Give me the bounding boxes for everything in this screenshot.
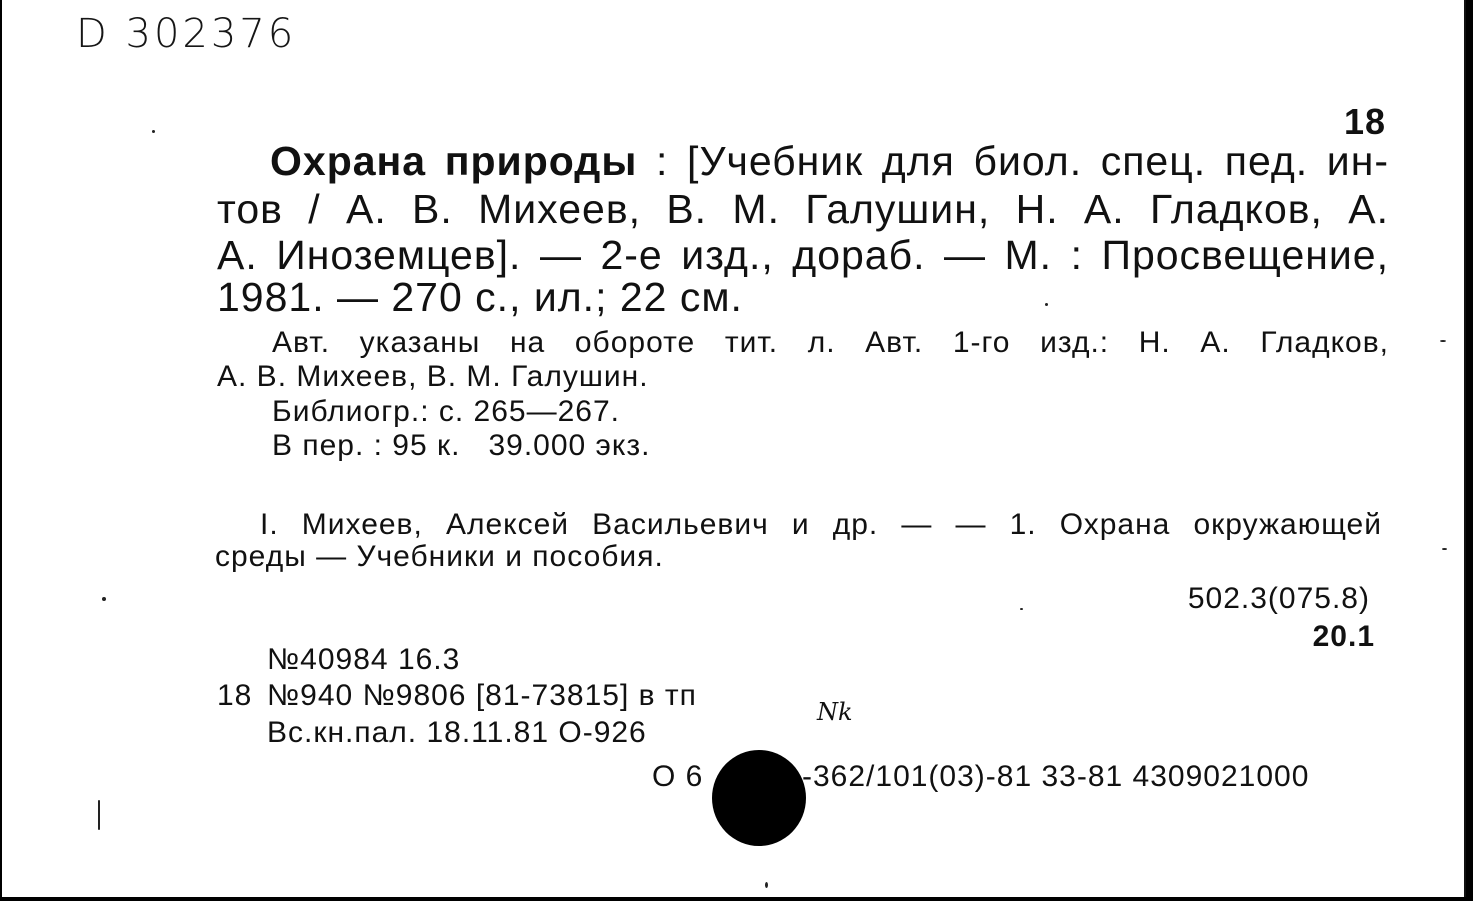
description-line-2: тов / А. В. Михеев, В. М. Галушин, Н. А. Гладков, А. (217, 186, 1389, 232)
classification-index: 502.3(075.8) (1187, 582, 1370, 615)
title-line: Охрана природы : [Учебник для биол. спец. пед. ин- (270, 138, 1389, 184)
description-line-4: 1981. — 270 с., ил.; 22 см. (217, 274, 743, 320)
author-mark: 20.1 (1312, 620, 1375, 653)
speck (98, 800, 100, 830)
speck (1440, 340, 1446, 342)
speck (152, 130, 155, 133)
speck (1045, 303, 1048, 306)
tracing-line-2: среды — Учебники и пособия. (215, 540, 664, 573)
note-line-3: Библиогр.: с. 265—267. (272, 395, 620, 428)
record-prefix: 18 (217, 679, 253, 712)
footer-codes: -362/101(03)-81 33-81 4309021000 (802, 760, 1310, 793)
note-line-4: В пер. : 95 к. 39.000 экз. (272, 429, 651, 462)
description-line-3: А. Иноземцев]. — 2-е изд., дораб. — М. : Просвещение, (217, 232, 1389, 278)
description-line-1: [Учебник для биол. спец. пед. ин- (687, 138, 1389, 184)
record-line-2: №940 №9806 [81-73815] в тп (267, 679, 697, 712)
tracing-line-1: I. Михеев, Алексей Васильевич и др. — — 1. Охрана окружающей (260, 508, 1382, 541)
book-title: Охрана природы (270, 138, 638, 184)
catalog-number: D 302376 (76, 11, 297, 57)
handwritten-mark: Nk (817, 698, 853, 726)
punch-hole (712, 750, 806, 846)
speck (1020, 608, 1023, 610)
speck (765, 882, 768, 888)
speck (102, 597, 106, 601)
note-line-1: Авт. указаны на обороте тит. л. Авт. 1-го изд.: Н. А. Гладков, (272, 326, 1389, 359)
catalog-card (2, 0, 1466, 897)
note-line-2: А. В. Михеев, В. М. Галушин. (217, 360, 649, 393)
record-line-3: Вс.кн.пал. 18.11.81 О-926 (267, 716, 647, 749)
record-line-1: №40984 16.3 (267, 643, 461, 676)
footer-prefix: О 6 (652, 760, 704, 793)
speck (1442, 548, 1447, 550)
corner-number: 18 (1343, 101, 1386, 142)
